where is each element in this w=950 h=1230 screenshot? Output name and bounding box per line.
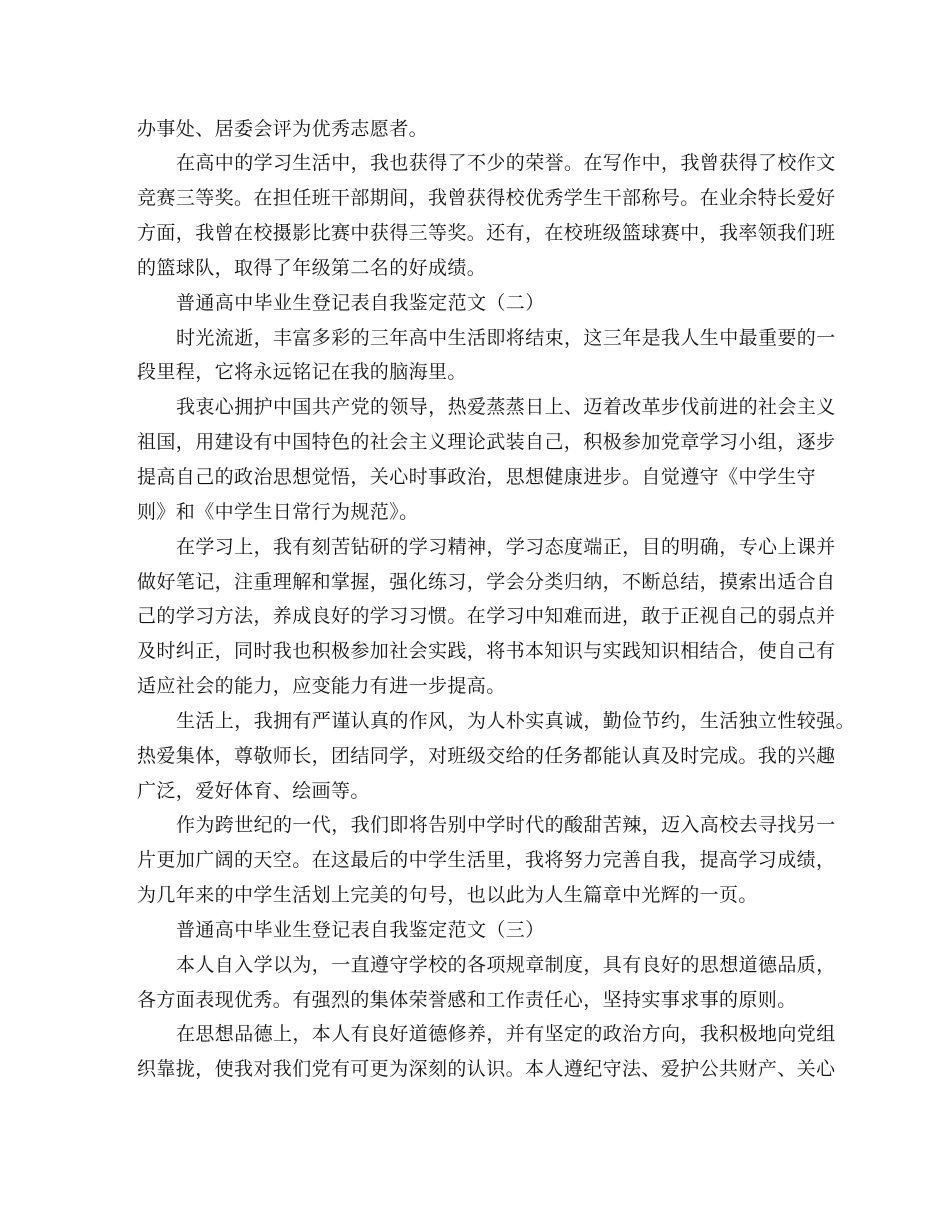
text-line: 为几年来的中学生活划上完美的句号，也以此为人生篇章中光辉的一页。 — [137, 884, 758, 906]
text-line: 方面，我曾在校摄影比赛中获得三等奖。还有，在校班级篮球赛中，我率领我们班 — [137, 222, 836, 244]
text-line: 则》和《中学生日常行为规范》。 — [137, 501, 419, 523]
text-line: 在思想品德上，本人有良好道德修养，并有坚定的政治方向，我积极地向党组 — [176, 1023, 836, 1045]
section-heading: 普通高中毕业生登记表自我鉴定范文（二） — [176, 292, 545, 314]
text-line: 竞赛三等奖。在担任班干部期间，我曾获得校优秀学生干部称号。在业余特长爱好 — [137, 187, 836, 209]
section-heading: 普通高中毕业生登记表自我鉴定范文（三） — [176, 919, 545, 941]
text-line: 提高自己的政治思想觉悟，关心时事政治，思想健康进步。自觉遵守《中学生守 — [137, 466, 817, 488]
text-line: 片更加广阔的天空。在这最后的中学生活里，我将努力完善自我，提高学习成绩， — [137, 849, 836, 871]
text-line: 作为跨世纪的一代，我们即将告别中学时代的酸甜苦辣，迈入高校去寻找另一 — [176, 814, 836, 836]
text-line: 段里程，它将永远铭记在我的脑海里。 — [137, 361, 467, 383]
text-line: 的篮球队，取得了年级第二名的好成绩。 — [137, 257, 487, 279]
text-line: 及时纠正，同时我也积极参加社会实践，将书本知识与实践知识相结合，使自己有 — [137, 640, 836, 662]
text-line: 在高中的学习生活中，我也获得了不少的荣誉。在写作中，我曾获得了校作文 — [176, 152, 836, 174]
text-line: 本人自入学以为，一直遵守学校的各项规章制度，具有良好的思想道德品质， — [176, 954, 836, 976]
text-line: 办事处、居委会评为优秀志愿者。 — [137, 118, 429, 140]
text-line: 我衷心拥护中国共产党的领导，热爱蒸蒸日上、迈着改革步伐前进的社会主义 — [176, 396, 836, 418]
text-line: 织靠拢，使我对我们党有可更为深刻的认识。本人遵纪守法、爱护公共财产、关心 — [137, 1058, 836, 1080]
text-line: 在学习上，我有刻苦钻研的学习精神，学习态度端正，目的明确，专心上课并 — [176, 536, 836, 558]
text-line: 祖国，用建设有中国特色的社会主义理论武装自己，积极参加党章学习小组，逐步 — [137, 431, 836, 453]
text-line: 时光流逝，丰富多彩的三年高中生活即将结束，这三年是我人生中最重要的一 — [176, 327, 836, 349]
text-line: 热爱集体，尊敬师长，团结同学，对班级交给的任务都能认真及时完成。我的兴趣 — [137, 745, 836, 767]
text-line: 生活上，我拥有严谨认真的作风，为人朴实真诚，勤俭节约，生活独立性较强。 — [176, 710, 856, 732]
text-line: 广泛，爱好体育、绘画等。 — [137, 780, 370, 802]
text-line: 己的学习方法，养成良好的学习习惯。在学习中知难而进，敢于正视自己的弱点并 — [137, 605, 836, 627]
text-line: 适应社会的能力，应变能力有进一步提高。 — [137, 675, 506, 697]
text-line: 各方面表现优秀。有强烈的集体荣誉感和工作责任心，坚持实事求事的原则。 — [137, 989, 797, 1011]
text-line: 做好笔记，注重理解和掌握，强化练习，学会分类归纳，不断总结，摸索出适合自 — [137, 571, 836, 593]
